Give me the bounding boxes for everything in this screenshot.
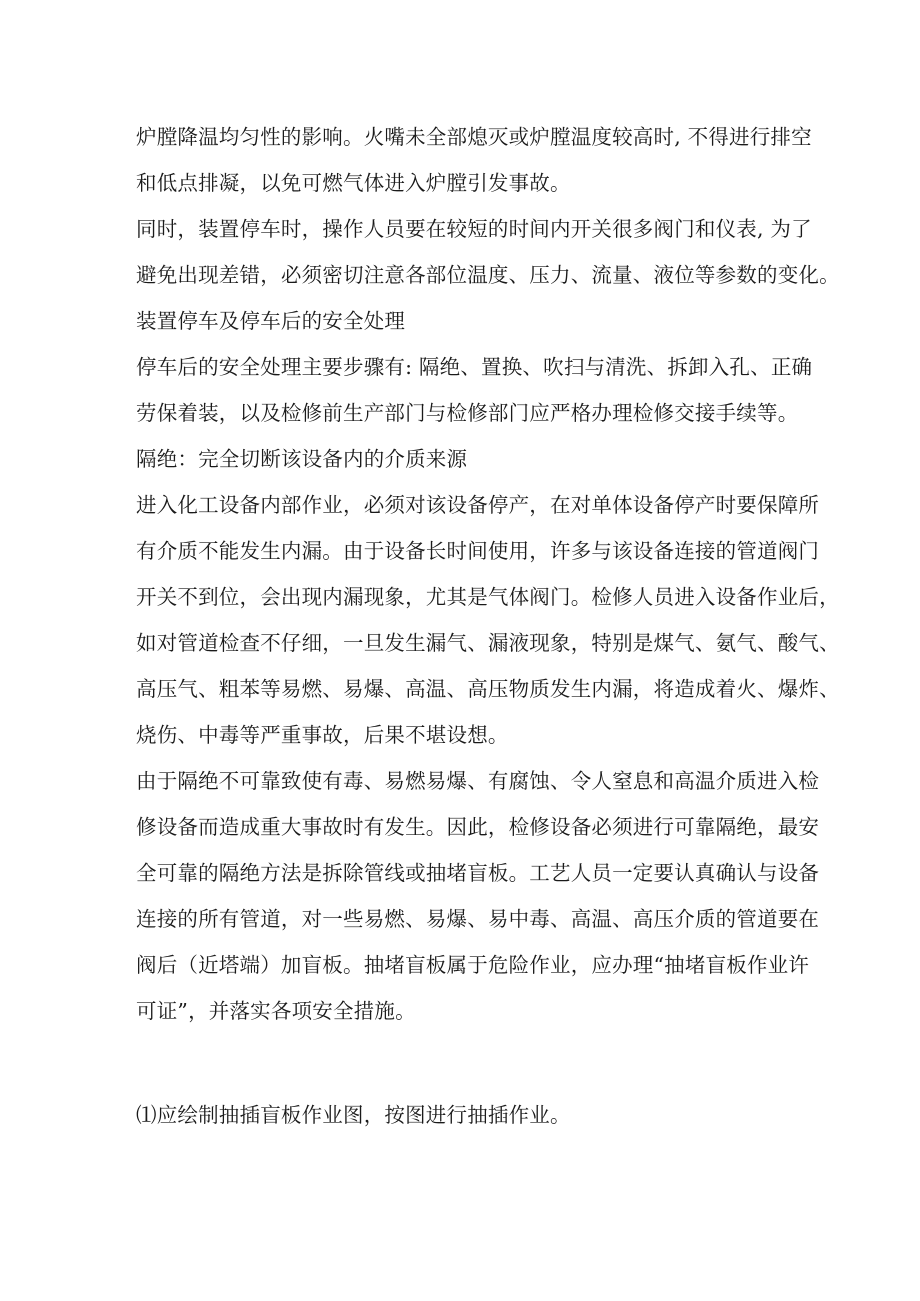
text-line: 可证”，并落实各项安全措施。 xyxy=(136,999,416,1023)
text-line: 炉膛降温均匀性的影响。火嘴未全部熄灭或炉膛温度较高时, 不得进行排空 xyxy=(136,125,812,149)
heading-line: 装置停车及停车后的安全处理 xyxy=(136,309,406,333)
list-item-blind-plate-drawing xyxy=(136,1092,796,1138)
document-body xyxy=(136,114,840,1138)
section-heading-safety-after-shutdown xyxy=(136,298,796,344)
text-line: 连接的所有管道，对一些易燃、易爆、易中毒、高温、高压介质的管道要在 xyxy=(136,907,820,931)
paragraph-safety-steps xyxy=(136,344,813,436)
text-line: 同时，装置停车时，操作人员要在较短的时间内开关很多阀门和仪表, 为了 xyxy=(136,217,812,241)
heading-line: 隔绝：完全切断该设备内的介质来源 xyxy=(136,447,468,471)
paragraph-equipment-entry xyxy=(136,482,840,758)
text-line: 全可靠的隔绝方法是拆除管线或抽堵盲板。工艺人员一定要认真确认与设备 xyxy=(136,861,820,885)
text-line: ⑴应绘制抽插盲板作业图，按图进行抽插作业。 xyxy=(136,1103,571,1127)
text-line: 有介质不能发生内漏。由于设备长时间使用，许多与该设备连接的管道阀门 xyxy=(136,539,820,563)
text-line: 烧伤、中毒等严重事故，后果不堪设想。 xyxy=(136,723,509,747)
section-heading-isolation xyxy=(136,436,796,482)
paragraph-shutdown-operations xyxy=(136,206,840,298)
text-line: 劳保着装，以及检修前生产部门与检修部门应严格办理检修交接手续等。 xyxy=(136,401,799,425)
text-line: 阀后（近塔端）加盲板。抽堵盲板属于危险作业，应办理“抽堵盲板作业许 xyxy=(136,953,810,977)
text-line: 开关不到位，会出现内漏现象，尤其是气体阀门。检修人员进入设备作业后， xyxy=(136,585,840,609)
paragraph-reliable-isolation xyxy=(136,758,820,1034)
text-line: 避免出现差错，必须密切注意各部位温度、压力、流量、液位等参数的变化。 xyxy=(136,263,840,287)
text-line: 由于隔绝不可靠致使有毒、易燃易爆、有腐蚀、令人窒息和高温介质进入检 xyxy=(136,769,820,793)
paragraph-furnace-cooling xyxy=(136,114,812,206)
text-line: 和低点排凝，以免可燃气体进入炉膛引发事故。 xyxy=(136,171,571,195)
text-line: 如对管道检查不仔细，一旦发生漏气、漏液现象，特别是煤气、氨气、酸气、 xyxy=(136,631,840,655)
text-line: 高压气、粗苯等易燃、易爆、高温、高压物质发生内漏，将造成着火、爆炸、 xyxy=(136,677,840,701)
text-line: 修设备而造成重大事故时有发生。因此，检修设备必须进行可靠隔绝，最安 xyxy=(136,815,820,839)
text-line: 进入化工设备内部作业，必须对该设备停产，在对单体设备停产时要保障所 xyxy=(136,493,820,517)
paragraph-spacer xyxy=(136,1034,796,1092)
text-line: 停车后的安全处理主要步骤有: 隔绝、置换、吹扫与清洗、拆卸入孔、正确 xyxy=(136,355,813,379)
